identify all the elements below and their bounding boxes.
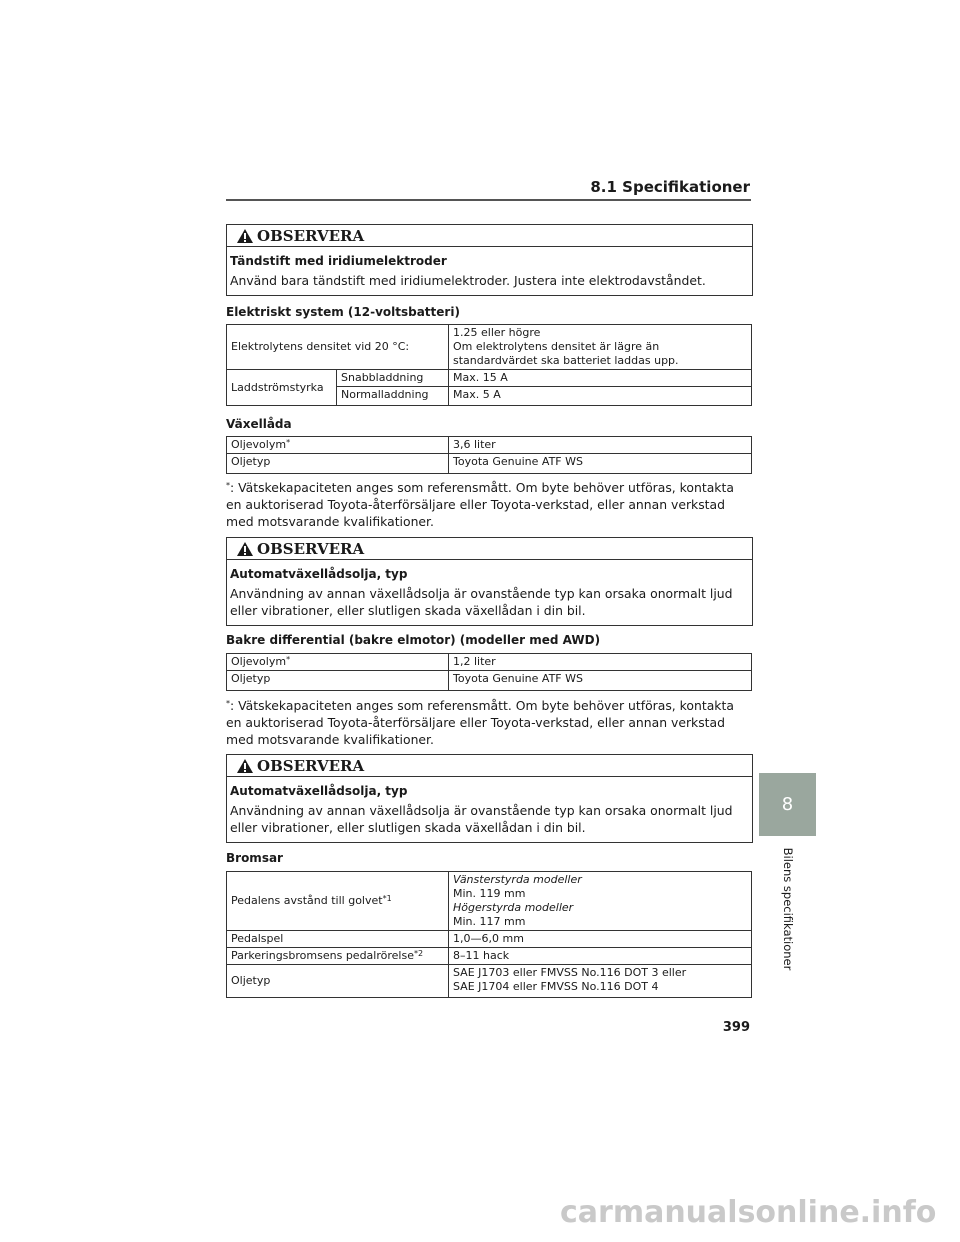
warning-title: Automatväxellådsolja, typ <box>230 784 408 798</box>
fast-value: Max. 15 A <box>449 370 752 387</box>
table-row <box>227 671 752 691</box>
fast-label: Snabbladdning <box>337 370 449 387</box>
parking-label: Parkeringsbromsens pedalrörelse <box>231 949 414 962</box>
density-value <box>449 325 752 370</box>
pedal-value <box>449 872 752 931</box>
fluid-value-line1: SAE J1703 eller FMVSS No.116 DOT 3 eller <box>453 966 687 979</box>
warning-title: Automatväxellådsolja, typ <box>230 567 408 581</box>
section-title: 8.1 Specifikationer <box>590 178 750 196</box>
oiltype-label: Oljetyp <box>227 454 449 474</box>
table-row <box>227 654 752 671</box>
warning-triangle-icon <box>236 541 254 557</box>
footnote-mark: * <box>286 438 291 447</box>
gearbox-heading: Växellåda <box>226 417 292 431</box>
table-row <box>227 948 752 965</box>
oiltype-value: Toyota Genuine ATF WS <box>449 454 752 474</box>
oilvol-value: 3,6 liter <box>449 437 752 454</box>
normal-value: Max. 5 A <box>449 387 752 406</box>
warning-triangle-icon <box>236 228 254 244</box>
gearbox-footnote <box>226 479 746 530</box>
footnote-mark: * <box>286 655 291 664</box>
footnote-text: : Vätskekapaciteten anges som referensmått. Om byte behöver utföras, kontakta en auktoriserad Toyota-återförsäljare eller Toyota-verkstad, eller annan verkstad med motsvarande kvalifikationer. <box>226 480 734 529</box>
warning-box-gearbox-oil-2 <box>226 754 753 843</box>
charge-label: Laddströmstyrka <box>227 370 337 406</box>
electrical-table <box>226 324 752 406</box>
footnote-mark: *1 <box>382 894 392 903</box>
rear-diff-table <box>226 653 752 691</box>
warning-header <box>227 755 752 777</box>
oiltype-label: Oljetyp <box>227 671 449 691</box>
warning-title: Tändstift med iridiumelektroder <box>230 254 447 268</box>
warning-label: OBSERVERA <box>257 756 365 775</box>
oilvol-label: Oljevolym <box>231 655 287 668</box>
rear-diff-footnote <box>226 697 746 748</box>
brakes-heading: Bromsar <box>226 851 283 865</box>
rhd-label: Högerstyrda modeller <box>453 901 574 914</box>
electrical-heading: Elektriskt system (12-voltsbatteri) <box>226 305 460 319</box>
density-value-line2: Om elektrolytens densitet är lägre än standardvärdet ska batteriet laddas upp. <box>453 340 679 367</box>
footnote-mark: * <box>226 481 230 490</box>
chapter-label <box>778 842 798 982</box>
chapter-label-text: Bilens specifikationer <box>781 847 795 971</box>
table-row <box>227 872 752 931</box>
warning-label: OBSERVERA <box>257 226 365 245</box>
pedal-label: Pedalens avstånd till golvet <box>231 894 383 907</box>
lhd-label: Vänsterstyrda modeller <box>453 873 582 886</box>
footnote-mark: *2 <box>413 949 424 958</box>
brakes-table <box>226 871 752 998</box>
table-row <box>227 325 752 370</box>
warning-text: Användning av annan växellådsolja är ovanstående typ kan orsaka onormalt ljud eller vibrationer, eller slutligen skada växellådan i din bil. <box>230 803 733 835</box>
lhd-value: Min. 119 mm <box>453 887 526 900</box>
oilvol-value: 1,2 liter <box>449 654 752 671</box>
rear-diff-heading: Bakre differential (bakre elmotor) (modeller med AWD) <box>226 633 601 647</box>
gearbox-table <box>226 436 752 474</box>
density-label: Elektrolytens densitet vid 20 °C: <box>227 325 449 370</box>
footnote-mark: * <box>226 699 230 708</box>
parking-cell <box>227 948 449 965</box>
table-row <box>227 931 752 948</box>
fluid-value-line2: SAE J1704 eller FMVSS No.116 DOT 4 <box>453 980 659 993</box>
warning-box-gearbox-oil <box>226 537 753 626</box>
play-label: Pedalspel <box>227 931 449 948</box>
warning-label: OBSERVERA <box>257 539 365 558</box>
table-row <box>227 454 752 474</box>
density-value-line1: 1.25 eller högre <box>453 326 541 339</box>
oilvol-cell <box>227 437 449 454</box>
header-divider <box>226 199 751 201</box>
oilvol-cell <box>227 654 449 671</box>
chapter-tab <box>759 773 816 836</box>
parking-value: 8–11 hack <box>449 948 752 965</box>
footnote-text: : Vätskekapaciteten anges som referensmått. Om byte behöver utföras, kontakta en auktoriserad Toyota-återförsäljare eller Toyota-verkstad, eller annan verkstad med motsvarande kvalifikationer. <box>226 698 734 747</box>
warning-box-spark-plugs <box>226 224 753 296</box>
table-row <box>227 370 752 387</box>
table-row <box>227 437 752 454</box>
fluid-label: Oljetyp <box>227 965 449 998</box>
warning-text: Användning av annan växellådsolja är ovanstående typ kan orsaka onormalt ljud eller vibrationer, eller slutligen skada växellådan i din bil. <box>230 586 733 618</box>
table-row <box>227 965 752 998</box>
warning-triangle-icon <box>236 758 254 774</box>
chapter-number: 8 <box>781 794 794 815</box>
pedal-cell <box>227 872 449 931</box>
fluid-value <box>449 965 752 998</box>
rhd-value: Min. 117 mm <box>453 915 526 928</box>
warning-header <box>227 538 752 560</box>
oiltype-value: Toyota Genuine ATF WS <box>449 671 752 691</box>
normal-label: Normalladdning <box>337 387 449 406</box>
watermark: carmanualsonline.info <box>560 1195 937 1230</box>
play-value: 1,0—6,0 mm <box>449 931 752 948</box>
oilvol-label: Oljevolym <box>231 438 287 451</box>
page-number: 399 <box>722 1020 750 1035</box>
warning-header <box>227 225 752 247</box>
warning-text: Använd bara tändstift med iridiumelektroder. Justera inte elektrodavståndet. <box>230 273 706 288</box>
